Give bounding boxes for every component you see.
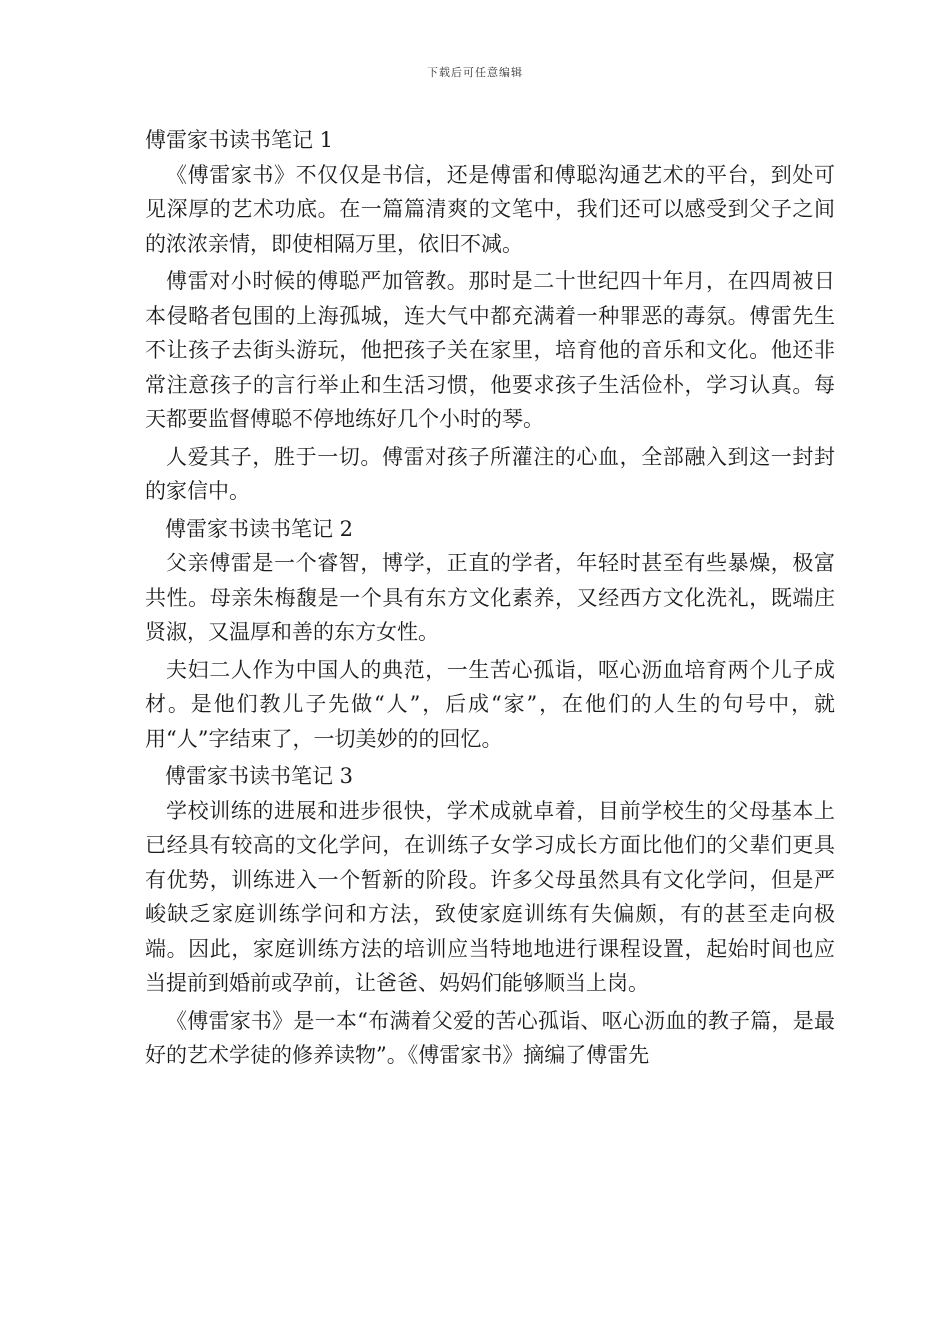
paragraph: 学校训练的进展和进步很快，学术成就卓着，目前学校生的父母基本上已经具有较高的文化学问，在训练子女学习成长方面比他们的父辈们更具有优势，训练进入一个暂新的阶段。许多父母虽然具有文化学问，但是严峻缺乏家庭训练学问和方法，致使家庭训练有失偏颇，有的甚至走向极端。因此，家庭训练方法的培训应当特地地进行课程设置，起始时间也应当提前到婚前或孕前，让爸爸、妈妈们能够顺当上岗。 <box>145 798 835 995</box>
paragraph: 《傅雷家书》是一本“布满着父爱的苦心孤诣、呕心沥血的教子篇，是最好的艺术学徒的修养读物”。《傅雷家书》摘编了傅雷先 <box>145 1008 835 1067</box>
page-header: 下载后可任意编辑 <box>427 66 523 79</box>
section-title: 傅雷家书读书笔记 1 <box>145 128 334 152</box>
paragraph: 父亲傅雷是一个睿智，博学，正直的学者，年轻时甚至有些暴燥，极富共性。母亲朱梅馥是一个具有东方文化素养，又经西方文化洗礼，既端庄贤淑，又温厚和善的东方女性。 <box>145 551 835 644</box>
paragraph: 人爱其子，胜于一切。傅雷对孩子所灌注的心血，全部融入到这一封封的家信中。 <box>145 444 835 503</box>
paragraph: 夫妇二人作为中国人的典范，一生苦心孤诣，呕心沥血培育两个儿子成材。是他们教儿子先做“人”，后成“家”，在他们的人生的句号中，就用“人”字结束了，一切美妙的的回忆。 <box>145 657 835 751</box>
section-title: 傅雷家书读书笔记 2 <box>165 516 354 541</box>
section-title: 傅雷家书读书笔记 3 <box>165 764 354 788</box>
paragraph: 傅雷对小时候的傅聪严加管教。那时是二十世纪四十年月，在四周被日本侵略者包围的上海孤城，连大气中都充满着一种罪恶的毒氛。傅雷先生不让孩子去街头游玩，他把孩子关在家里，培育他的音乐和文化。他还非常注意孩子的言行举止和生活习惯，他要求孩子生活俭朴，学习认真。每天都要监督傅聪不停地练好几个小时的琴。 <box>145 269 835 431</box>
paragraph: 《傅雷家书》不仅仅是书信，还是傅雷和傅聪沟通艺术的平台，到处可见深厚的艺术功底。在一篇篇清爽的文笔中，我们还可以感受到父子之间的浓浓亲情，即使相隔万里，依旧不减。 <box>145 162 835 256</box>
document-body <box>145 123 835 1076</box>
